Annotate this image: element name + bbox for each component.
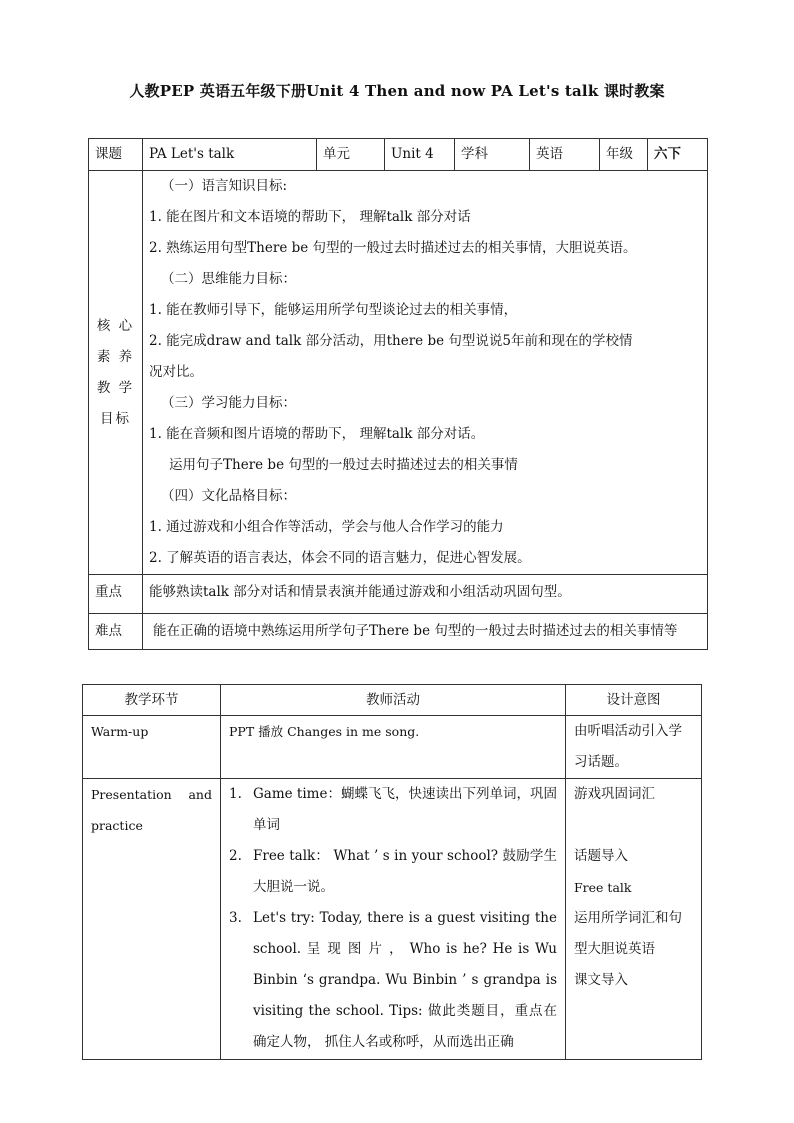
intent-line: 话题导入 (574, 848, 628, 864)
objective-line: 1. 能在音频和图片语境的帮助下， 理解talk 部分对话。 (149, 426, 485, 442)
topic-value: PA Let's talk (143, 139, 317, 171)
topic-label: 课题 (89, 139, 143, 171)
objective-line: 1. 能在图片和文本语境的帮助下， 理解talk 部分对话 (149, 209, 471, 225)
core-objectives-row (89, 171, 708, 575)
intent-line: 运用所学词汇和句型大胆说英语 (574, 910, 682, 957)
presentation-row (83, 779, 702, 1060)
unit-label: 单元 (317, 139, 385, 171)
objective-line: 2. 了解英语的语言表达，体会不同的语言魅力，促进心智发展。 (149, 550, 531, 566)
warmup-intent: 由听唱活动引入学习话题。 (566, 716, 702, 779)
grade-value: 六下 (648, 139, 708, 171)
activity-item: 1. Game time：蝴蝶飞飞，快速读出下列单词，巩固单词 (229, 786, 557, 833)
activity-item: 3. Let's try: Today, there is a guest visiting the school. 呈 现 图 片 ， Who is he? He is Wu Binbin ‘s grandpa. Wu Binbin ’ s grandpa is visiting the school. Tips: 做此类题目，重点在确定人物， 抓住人名或称呼，从而选出正确 (229, 910, 557, 1050)
grade-label: 年级 (600, 139, 648, 171)
warmup-stage: Warm-up (83, 716, 221, 779)
presentation-stage (83, 779, 221, 1060)
presentation-activities (221, 779, 566, 1060)
lesson-info-table (88, 138, 708, 650)
objective-heading: （四）文化品格目标： (161, 488, 296, 504)
subject-label: 学科 (455, 139, 530, 171)
difficulty-text: 能在正确的语境中熟练运用所学句子There be 句型的一般过去时描述过去的相关事情等 (143, 614, 708, 650)
info-row (89, 139, 708, 171)
objective-line: 2. 能完成draw and talk 部分活动，用there be 句型说说5年前和现在的学校情 (149, 333, 633, 349)
difficulty-row (89, 614, 708, 650)
core-label (89, 171, 143, 575)
key-point-row (89, 575, 708, 614)
intent-header: 设计意图 (566, 685, 702, 716)
teaching-process-table (82, 684, 702, 1060)
activity-list (229, 779, 557, 1058)
objective-heading: （一）语言知识目标: (161, 178, 288, 194)
objective-line: 运用句子There be 句型的一般过去时描述过去的相关事情 (169, 457, 518, 473)
presentation-stage-line: practice (91, 818, 143, 833)
key-point-text: 能够熟读talk 部分对话和情景表演并能通过游戏和小组活动巩固句型。 (143, 575, 708, 614)
unit-value: Unit 4 (385, 139, 455, 171)
core-label-line: 目标 (100, 410, 131, 427)
objective-line: 1. 能在教师引导下，能够运用所学句型谈论过去的相关事情， (149, 302, 518, 318)
core-label-line: 核 心 (96, 317, 135, 334)
activity-item: 2. Free talk： What ’ s in your school? 鼓励学生大胆说一说。 (229, 848, 557, 895)
objective-heading: （二）思维能力目标： (161, 271, 296, 287)
intent-line: Free talk (574, 880, 632, 895)
intent-line: 课文导入 (574, 972, 628, 988)
objective-line: 2. 熟练运用句型There be 句型的一般过去时描述过去的相关事情，大胆说英语。 (149, 240, 637, 256)
presentation-intents (566, 779, 702, 1060)
objective-heading: （三）学习能力目标： (161, 395, 296, 411)
page-title: 人教PEP 英语五年级下册Unit 4 Then and now PA Let's talk 课时教案 (129, 82, 665, 100)
warmup-row (83, 716, 702, 779)
core-label-line: 素 养 (96, 348, 135, 365)
presentation-stage-line: Presentation and (91, 787, 212, 802)
objective-line: 况对比。 (149, 364, 203, 380)
intent-line: 游戏巩固词汇 (574, 786, 655, 802)
process-header-row (83, 685, 702, 716)
core-label-line: 教 学 (96, 379, 135, 396)
difficulty-label: 难点 (89, 614, 143, 650)
activity-header: 教师活动 (221, 685, 566, 716)
stage-header: 教学环节 (83, 685, 221, 716)
key-point-label: 重点 (89, 575, 143, 614)
intent-line (574, 810, 693, 841)
objective-line: 1. 通过游戏和小组合作等活动，学会与他人合作学习的能力 (149, 519, 504, 535)
subject-value: 英语 (530, 139, 600, 171)
warmup-activity: PPT 播放 Changes in me song. (221, 716, 566, 779)
core-objectives (143, 171, 708, 575)
